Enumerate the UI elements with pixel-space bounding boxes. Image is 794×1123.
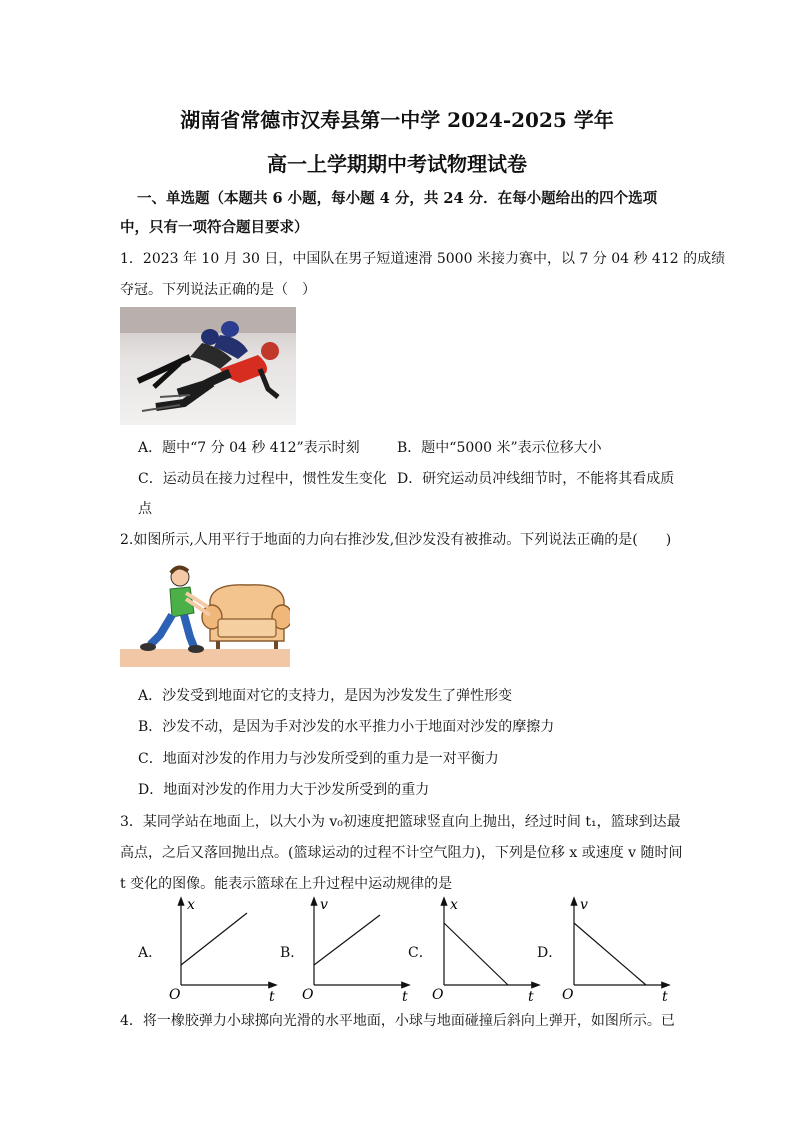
origin-label: O <box>169 987 181 1003</box>
q3-stem-line2: 高点，之后又落回抛出点。(篮球运动的过程不计空气阻力)，下列是位移 x 或速度 v 随时间 <box>120 845 683 861</box>
q3-graph-b-label[interactable]: B． <box>280 945 305 961</box>
q1-option-d-line2: 点 <box>138 501 152 517</box>
person-pushing-sofa-illustration <box>120 557 290 667</box>
q1-option-d-line1[interactable]: D．研究运动员冲线细节时，不能将其看成质 <box>397 471 675 487</box>
q3-graph-c-label[interactable]: C． <box>408 945 433 961</box>
q1-option-a[interactable]: A．题中“7 分 04 秒 412”表示时刻 <box>138 440 360 456</box>
origin-label: O <box>302 987 314 1003</box>
exam-title-line1: 湖南省常德市汉寿县第一中学 2024-2025 学年 <box>180 108 614 132</box>
y-axis-label: x <box>187 897 195 913</box>
q3-stem-line3: t 变化的图像。能表示篮球在上升过程中运动规律的是 <box>120 876 453 892</box>
q2-stem: 2.如图所示,人用平行于地面的力向右推沙发,但沙发没有被推动。下列说法正确的是( ) <box>120 532 672 548</box>
x-axis-label: t <box>269 989 275 1005</box>
q4-stem-line1: 4．将一橡胶弹力小球掷向光滑的水平地面，小球与地面碰撞后斜向上弹开，如图所示。已 <box>120 1013 675 1029</box>
graph-line <box>181 913 247 965</box>
q3-graph-b <box>298 895 413 1005</box>
origin-label: O <box>562 987 574 1003</box>
graph-line <box>574 923 646 985</box>
q2-option-a[interactable]: A．沙发受到地面对它的支持力，是因为沙发发生了弹性形变 <box>138 688 513 704</box>
q3-graph-d <box>558 895 673 1005</box>
x-axis-label: t <box>402 989 408 1005</box>
q2-option-d[interactable]: D．地面对沙发的作用力大于沙发所受到的重力 <box>138 782 430 798</box>
x-axis-label: t <box>528 989 534 1005</box>
q3-graph-a-label[interactable]: A． <box>138 945 163 961</box>
graph-line <box>314 915 380 965</box>
q3-stem-line1: 3．某同学站在地面上，以大小为 v₀初速度把篮球竖直向上抛出，经过时间 t₁，篮球到达最 <box>120 814 681 830</box>
q1-stem-line1: 1．2023 年 10 月 30 日，中国队在男子短道速滑 5000 米接力赛中，以 7 分 04 秒 412 的成绩 <box>120 251 726 267</box>
q3-graph-c <box>428 895 543 1005</box>
y-axis-label: x <box>450 897 458 913</box>
origin-label: O <box>432 987 444 1003</box>
q3-graph-d-label[interactable]: D． <box>537 945 563 961</box>
exam-title-line2: 高一上学期期中考试物理试卷 <box>267 152 527 176</box>
q2-option-b[interactable]: B．沙发不动，是因为手对沙发的水平推力小于地面对沙发的摩擦力 <box>138 719 555 735</box>
q1-option-c[interactable]: C．运动员在接力过程中，惯性发生变化 <box>138 471 387 487</box>
x-axis-label: t <box>662 989 668 1005</box>
q3-graph-a <box>165 895 280 1005</box>
graph-line <box>444 923 508 985</box>
section-heading-line2: 中，只有一项符合题目要求） <box>120 219 309 236</box>
q1-stem-line2: 夺冠。下列说法正确的是（ ） <box>120 282 316 298</box>
y-axis-label: v <box>580 897 588 913</box>
speed-skating-photo <box>120 307 296 425</box>
q2-option-c[interactable]: C．地面对沙发的作用力与沙发所受到的重力是一对平衡力 <box>138 751 499 767</box>
q1-option-b[interactable]: B．题中“5000 米”表示位移大小 <box>397 440 602 456</box>
y-axis-label: v <box>320 897 328 913</box>
section-heading-line1: 一、单选题（本题共 6 小题，每小题 4 分，共 24 分．在每小题给出的四个选项 <box>137 190 658 207</box>
